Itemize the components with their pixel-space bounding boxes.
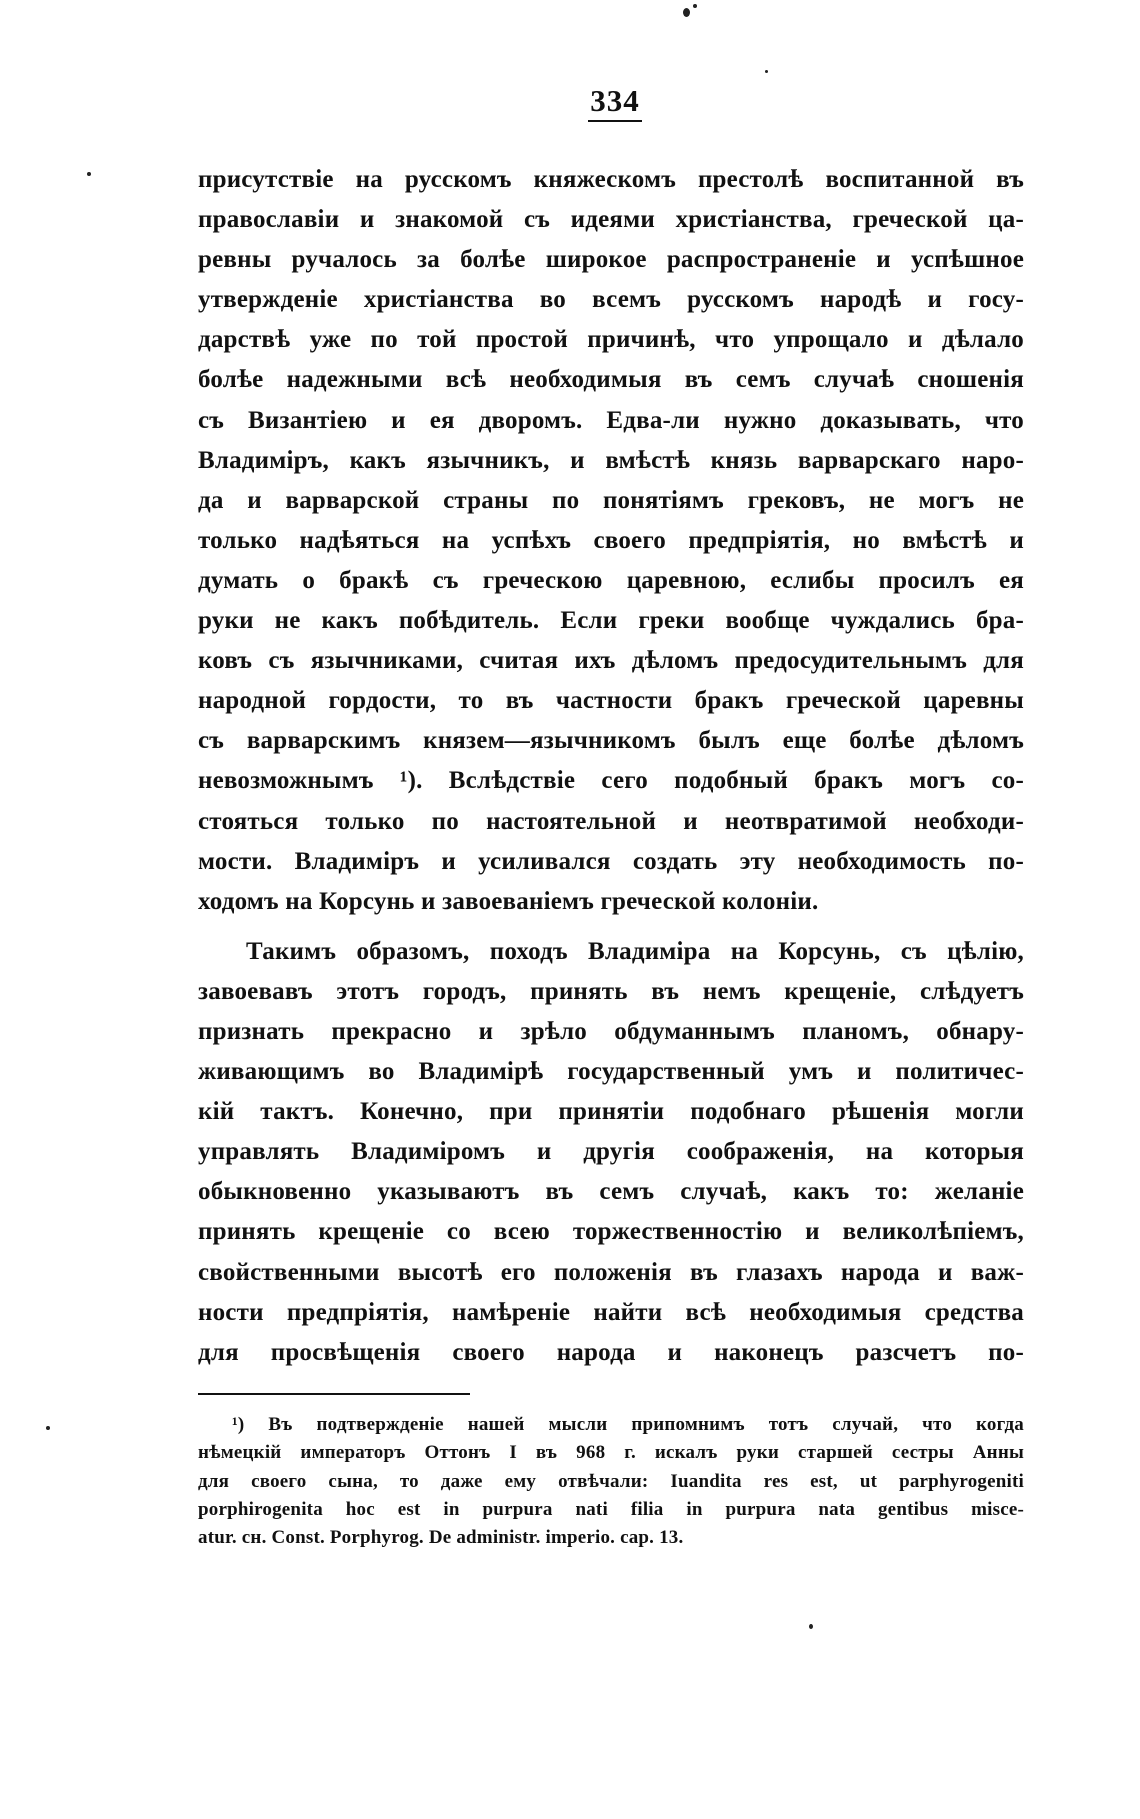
page-header xyxy=(575,84,655,122)
text-line: признать прекрасно и зрѣло обдуманнымъ планомъ, обнару- xyxy=(198,1017,1024,1045)
text-line: ходомъ на Корсунь и завоеваніемъ греческой колоніи. xyxy=(198,887,819,915)
footnote-line: ¹) Въ подтвержденіе нашей мысли припомнимъ тотъ случай, что когда xyxy=(232,1414,1024,1435)
text-line: присутствіе на русскомъ княжескомъ престолѣ воспитанной въ xyxy=(198,166,1024,193)
text-line: управлять Владиміромъ и другія соображенія, на которыя xyxy=(198,1138,1024,1166)
text-line: ковъ съ язычниками, считая ихъ дѣломъ предосудительнымъ для xyxy=(198,647,1024,675)
text-line: только надѣяться на успѣхъ своего предпріятія, но вмѣстѣ и xyxy=(198,526,1024,554)
text-line: мости. Владиміръ и усиливался создать эту необходимость по- xyxy=(198,847,1024,875)
text-line: невозможнымъ ¹). Вслѣдствіе сего подобный бракъ могъ со- xyxy=(198,767,1024,795)
ink-speck xyxy=(87,172,91,176)
text-line: живающимъ во Владимірѣ государственный умъ и политичес- xyxy=(198,1058,1024,1086)
paragraph-2 xyxy=(198,932,1024,1373)
footnote-line: porphirogenita hoc est in purpura nati filia in purpura nata gentibus misce- xyxy=(198,1498,1024,1520)
page-number: 334 xyxy=(588,84,642,122)
ink-speck xyxy=(765,70,768,73)
text-line: руки не какъ побѣдитель. Если греки вообще чуждались бра- xyxy=(198,607,1024,635)
text-line: народной гордости, то въ частности бракъ греческой царевны xyxy=(198,687,1024,715)
footnote-divider xyxy=(198,1393,470,1395)
text-line: свойственными высотѣ его положенія въ глазахъ народа и важ- xyxy=(198,1258,1024,1286)
text-line: принять крещеніе со всею торжественностію и великолѣпіемъ, xyxy=(198,1218,1024,1246)
text-line: съ варварскимъ князем—язычникомъ былъ еще болѣе дѣломъ xyxy=(198,727,1024,755)
text-line: ности предпріятія, намѣреніе найти всѣ необходимыя средства xyxy=(198,1298,1024,1326)
text-line: дарствѣ уже по той простой причинѣ, что упрощало и дѣлало xyxy=(198,326,1024,354)
ink-speck xyxy=(809,1624,813,1629)
text-line: обыкновенно указываютъ въ семъ случаѣ, какъ то: желаніе xyxy=(198,1178,1024,1206)
text-line: утвержденіе христіанства во всемъ русскомъ народѣ и госу- xyxy=(198,286,1024,314)
footnote-line: для своего сына, то даже ему отвѣчали: Iuandita res est, ut parphyrogeniti xyxy=(198,1470,1024,1492)
text-line: завоевавъ этотъ городъ, принять въ немъ крещеніе, слѣдуетъ xyxy=(198,977,1024,1005)
text-line: болѣе надежными всѣ необходимыя въ семъ случаѣ сношенія xyxy=(198,366,1024,394)
text-line: Такимъ образомъ, походъ Владиміра на Корсунь, съ цѣлію, xyxy=(246,937,1024,965)
text-line: для просвѣщенія своего народа и наконецъ разсчетъ по- xyxy=(198,1338,1024,1366)
footnote-line: atur. сн. Const. Porphyrog. De administr. imperio. cap. 13. xyxy=(198,1527,684,1549)
text-line: Владиміръ, какъ язычникъ, и вмѣстѣ князь варварскаго наро- xyxy=(198,446,1024,474)
text-line: православіи и знакомой съ идеями христіанства, греческой ца- xyxy=(198,206,1024,234)
text-line: кій тактъ. Конечно, при принятіи подобнаго рѣшенія могли xyxy=(198,1098,1024,1126)
text-line: ревны ручалось за болѣе широкое распространеніе и успѣшное xyxy=(198,246,1024,274)
ink-speck xyxy=(683,8,690,17)
ink-speck xyxy=(46,1426,50,1430)
text-line: стояться только по настоятельной и неотвратимой необходи- xyxy=(198,807,1024,835)
main-text xyxy=(198,160,1024,1373)
footnote xyxy=(198,1411,1024,1552)
text-line: думать о бракѣ съ греческою царевною, еслибы просилъ ея xyxy=(198,566,1024,594)
ink-speck xyxy=(693,4,697,8)
paragraph-1 xyxy=(198,160,1024,922)
footnote-line: нѣмецкій императоръ Оттонъ I въ 968 г. искалъ руки старшей сестры Анны xyxy=(198,1442,1024,1464)
text-line: съ Византіею и ея дворомъ. Едва-ли нужно доказывать, что xyxy=(198,406,1024,434)
text-line: да и варварской страны по понятіямъ грековъ, не могъ не xyxy=(198,486,1024,514)
